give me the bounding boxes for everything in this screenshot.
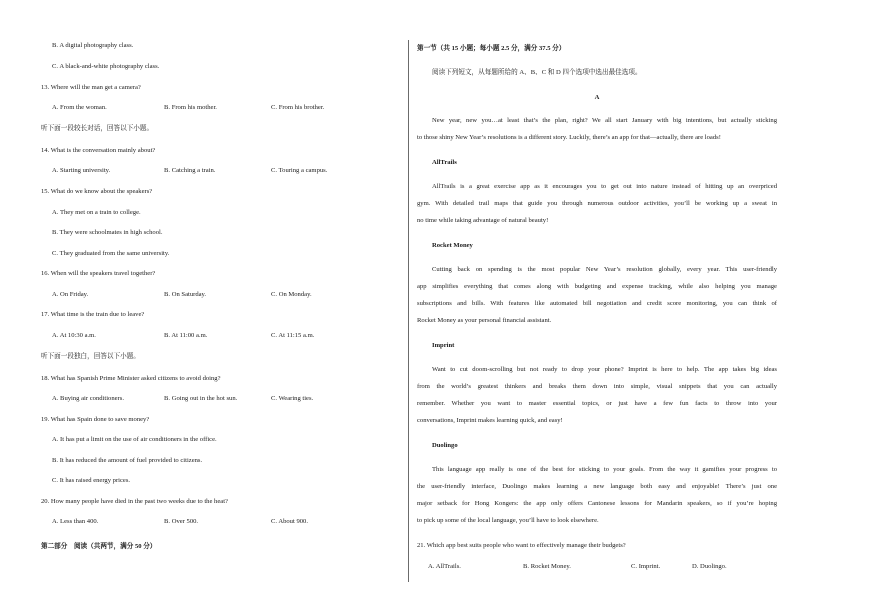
q16-stem: 16. When will the speakers travel together?	[41, 270, 156, 277]
app-title-alltrails: AllTrails	[432, 159, 457, 166]
q17-stem: 17. What time is the train due to leave?	[41, 311, 145, 318]
imprint-line-4: conversations, Imprint makes learning quick, and easy!	[417, 417, 563, 424]
section-one-header: 第一节（共 15 小题；每小题 2.5 分，满分 37.5 分）	[417, 45, 566, 52]
q19-option-b: B. It has reduced the amount of fuel provided to citizens.	[52, 457, 203, 464]
duolingo-line-4: to pick up some of the local language, you’ll have to look elsewhere.	[417, 517, 599, 524]
q21-option-b: B. Rocket Money.	[523, 563, 571, 570]
rocket-money-line-3: subscriptions and bills. With features like automated bill negotiation and credit score monitoring, you can think of	[417, 300, 777, 307]
q14-option-c: C. Touring a campus.	[271, 167, 328, 174]
q16-option-a: A. On Friday.	[52, 291, 89, 298]
q17-option-b: B. At 11:00 a.m.	[164, 332, 208, 339]
q18-option-a: A. Buying air conditioners.	[52, 395, 124, 402]
q14-option-b: B. Catching a train.	[164, 167, 216, 174]
column-divider	[408, 40, 409, 582]
q12-option-c: C. A black-and-white photography class.	[52, 63, 160, 70]
q15-option-c: C. They graduated from the same university.	[52, 250, 170, 257]
app-title-imprint: Imprint	[432, 342, 455, 349]
q15-option-b: B. They were schoolmates in high school.	[52, 229, 163, 236]
intro-line-2: to those shiny New Year’s resolutions is a different story. Luckily, there’s an app for that—actually, there are loads!	[417, 134, 721, 141]
part-two-heading: 第二部分 阅读（共两节，满分 50 分）	[41, 543, 157, 550]
duolingo-line-1: This language app really is one of the best for sticking to your goals. From the way it gamifies your progress to	[432, 466, 777, 473]
q13-stem: 13. Where will the man get a camera?	[41, 84, 141, 91]
q15-stem: 15. What do we know about the speakers?	[41, 188, 153, 195]
imprint-line-1: Want to cut doom-scrolling but not ready to drop your phone? Imprint is here to help. The app takes big ideas	[432, 366, 777, 373]
q13-option-a: A. From the woman.	[52, 104, 107, 111]
q20-option-a: A. Less than 400.	[52, 518, 99, 525]
q20-stem: 20. How many people have died in the past two weeks due to the heat?	[41, 498, 228, 505]
q16-option-b: B. On Saturday.	[164, 291, 207, 298]
q17-option-c: C. At 11:15 a.m.	[271, 332, 315, 339]
alltrails-line-1: AllTrails is a great exercise app as it encourages you to get out into nature instead of hitting up an overpriced	[432, 183, 777, 190]
duolingo-line-3: major setback for Hong Kongers: the app only offers Cantonese lessons for Mandarin speakers, so if you’re hoping	[417, 500, 777, 507]
intro-line-1: New year, new you…at least that’s the plan, right? We all start January with big intentions, but actually sticking	[432, 117, 777, 124]
q14-stem: 14. What is the conversation mainly about?	[41, 147, 156, 154]
q21-option-d: D. Duolingo.	[692, 563, 727, 570]
q12-option-b: B. A digital photography class.	[52, 42, 134, 49]
passage-letter: A	[594, 94, 600, 101]
q20-option-b: B. Over 500.	[164, 518, 199, 525]
q16-option-c: C. On Monday.	[271, 291, 312, 298]
q13-option-c: C. From his brother.	[271, 104, 325, 111]
q18-option-c: C. Wearing ties.	[271, 395, 314, 402]
rocket-money-line-4: Rocket Money as your personal financial assistant.	[417, 317, 552, 324]
q18-option-b: B. Going out in the hot sun.	[164, 395, 238, 402]
instruction-18-20: 听下面一段独白，回答以下小题。	[41, 353, 140, 360]
q19-option-c: C. It has raised energy prices.	[52, 477, 131, 484]
q19-option-a: A. It has put a limit on the use of air conditioners in the office.	[52, 436, 217, 443]
rocket-money-line-2: app simplifies everything that comes along with budgeting and expense tracking, while also helping you manage	[417, 283, 777, 290]
imprint-line-3: remember. Whether you want to master essential topics, or just have a few fun facts to throw into your	[417, 400, 777, 407]
app-title-rocket-money: Rocket Money	[432, 242, 473, 249]
q20-option-c: C. About 900.	[271, 518, 309, 525]
imprint-line-2: from the world’s greatest thinkers and breaks them down into simple, visual snippets that you can actually	[417, 383, 777, 390]
q21-stem: 21. Which app best suits people who want to effectively manage their budgets?	[417, 542, 626, 549]
q15-option-a: A. They met on a train to college.	[52, 209, 141, 216]
q18-stem: 18. What has Spanish Prime Minister asked citizens to avoid doing?	[41, 375, 221, 382]
q21-option-c: C. Imprint.	[631, 563, 661, 570]
q14-option-a: A. Starting university.	[52, 167, 111, 174]
q13-option-b: B. From his mother.	[164, 104, 217, 111]
alltrails-line-2: gym. With detailed trail maps that guide you through numerous outdoor activities, you’ll be working up a sweat in	[417, 200, 777, 207]
q21-option-a: A. AllTrails.	[428, 563, 461, 570]
q17-option-a: A. At 10:30 a.m.	[52, 332, 96, 339]
q19-stem: 19. What has Spain done to save money?	[41, 416, 150, 423]
app-title-duolingo: Duolingo	[432, 442, 458, 449]
reading-instructions: 阅读下列短文，从每题所给的 A、B、C 和 D 四个选项中选出最佳选项。	[432, 69, 642, 76]
rocket-money-line-1: Cutting back on spending is the most popular New Year’s resolution globally, every year. This user-friendly	[432, 266, 777, 273]
alltrails-line-3: no time while taking advantage of natural beauty!	[417, 217, 549, 224]
duolingo-line-2: the user-friendly interface, Duolingo makes learning a new language both easy and enjoyable! There’s just one	[417, 483, 777, 490]
instruction-14-15: 听下面一段较长对话，回答以下小题。	[41, 125, 154, 132]
